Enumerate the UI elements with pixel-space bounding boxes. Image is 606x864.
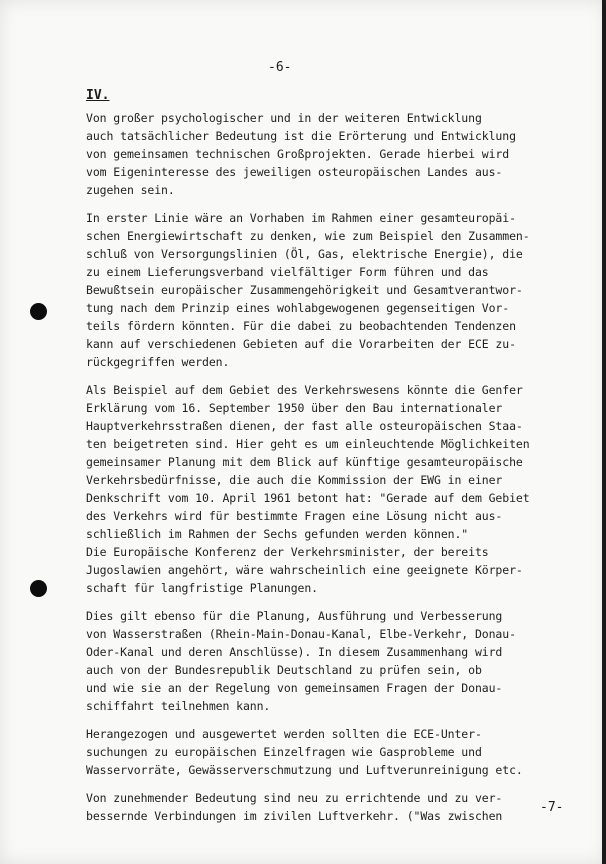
paragraph (86, 725, 562, 779)
text-line: von Wasserstraßen (Rhein-Main-Donau-Kanal, Elbe-Verkehr, Donau- (86, 627, 516, 641)
text-line: ten beigetreten sind. Hier geht es um einleuchtende Möglichkeiten (86, 437, 530, 451)
text-line: Hauptverkehrsstraßen dienen, der fast alle osteuropäischen Staa- (86, 419, 523, 433)
text-line: von gemeinsamen technischen Großprojekten. Gerade hierbei wird (86, 147, 510, 161)
text-line: In erster Linie wäre an Vorhaben im Rahmen einer gesamteuropäi- (86, 211, 516, 225)
section-heading: IV. (86, 88, 110, 103)
text-line: Die Europäische Konferenz der Verkehrsminister, der bereits (86, 545, 489, 559)
text-line: Von zunehmender Bedeutung sind neu zu errichtende und zu ver- (86, 791, 503, 805)
paragraph (86, 789, 562, 825)
text-line: suchungen zu europäischen Einzelfragen wie Gasprobleme und (86, 745, 482, 759)
paragraph (86, 381, 562, 597)
text-line: gemeinsamer Planung mit dem Blick auf künftige gesamteuropäische (86, 455, 523, 469)
punch-hole-bottom (30, 580, 47, 597)
text-line: Erklärung vom 16. September 1950 über den Bau internationaler (86, 401, 503, 415)
page-number: -6- (268, 60, 292, 75)
text-line: schließlich im Rahmen der Sechs gefunden werden können." (86, 527, 469, 541)
text-line: schaft für langfristige Planungen. (86, 581, 319, 595)
text-line: auch von der Bundesrepublik Deutschland zu prüfen sein, ob (86, 663, 482, 677)
text-line: des Verkehrs wird für bestimmte Fragen eine Lösung nicht aus- (86, 509, 503, 523)
text-line: vom Eigeninteresse des jeweiligen osteuropäischen Landes aus- (86, 165, 503, 179)
text-line: Von großer psychologischer und in der weiteren Entwicklung (86, 111, 482, 125)
text-line: Herangezogen und ausgewertet werden sollten die ECE-Unter- (86, 727, 482, 741)
text-line: schluß von Versorgungslinien (Öl, Gas, elektrische Energie), die (86, 247, 523, 261)
text-line: und wie sie an der Regelung von gemeinsamen Fragen der Donau- (86, 681, 503, 695)
text-line: Denkschrift vom 10. April 1961 betont hat: "Gerade auf dem Gebiet (86, 491, 530, 505)
text-line: auch tatsächlicher Bedeutung ist die Erörterung und Entwicklung (86, 129, 516, 143)
text-line: Wasservorräte, Gewässerverschmutzung und Luftverunreinigung etc. (86, 763, 523, 777)
paragraph (86, 209, 562, 371)
text-line: Dies gilt ebenso für die Planung, Ausführung und Verbesserung (86, 609, 503, 623)
text-line: Jugoslawien angehört, wäre wahrscheinlich eine geeignete Körper- (86, 563, 523, 577)
text-line: tung nach dem Prinzip eines wohlabgewogenen gegenseitigen Vor- (86, 301, 510, 315)
body-text (86, 109, 562, 835)
text-line: Bewußtsein europäischer Zusammengehörigkeit und Gesamtverantwor- (86, 283, 523, 297)
text-line: Als Beispiel auf dem Gebiet des Verkehrswesens könnte die Genfer (86, 383, 523, 397)
text-line: schiffahrt teilnehmen kann. (86, 699, 271, 713)
punch-hole-top (30, 303, 47, 320)
paragraph (86, 109, 562, 199)
scan-edge (602, 0, 606, 864)
text-line: schen Energiewirtschaft zu denken, wie zum Beispiel den Zusammen- (86, 229, 530, 243)
text-line: zugehen sein. (86, 183, 175, 197)
paragraph (86, 607, 562, 715)
text-line: Verkehrsbedürfnisse, die auch die Kommission der EWG in einer (86, 473, 503, 487)
text-line: kann auf verschiedenen Gebieten auf die Vorarbeiten der ECE zu- (86, 337, 516, 351)
text-line: rückgegriffen werden. (86, 355, 230, 369)
text-line: Oder-Kanal und deren Anschlüsse). In diesem Zusammenhang wird (86, 645, 503, 659)
continuation-page-number: -7- (540, 800, 564, 815)
text-line: teils fördern könnten. Für die dabei zu beobachtenden Tendenzen (86, 319, 516, 333)
text-line: bessernde Verbindungen im zivilen Luftverkehr. ("Was zwischen (86, 809, 503, 823)
text-line: zu einem Lieferungsverband vielfältiger Form führen und das (86, 265, 489, 279)
